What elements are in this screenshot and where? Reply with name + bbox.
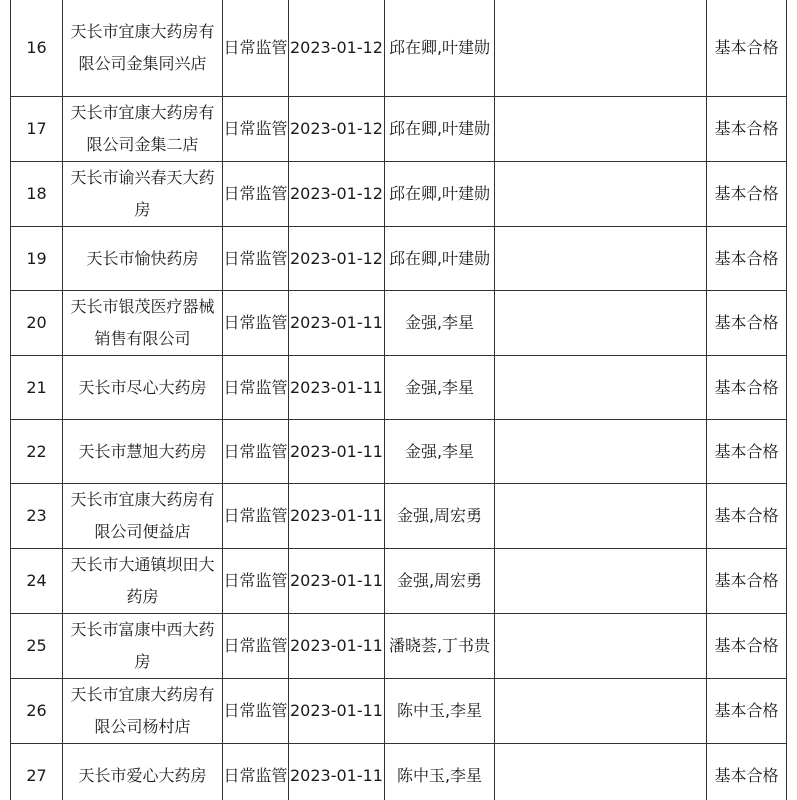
inspection-date: 2023-01-11 (289, 549, 385, 614)
inspection-type: 日常监管 (223, 614, 289, 679)
pharmacy-name: 天长市谕兴春天大药房 (63, 162, 223, 227)
inspectors: 陈中玉,李星 (385, 744, 495, 800)
notes-cell (495, 291, 707, 356)
row-number: 24 (11, 549, 63, 614)
inspectors: 金强,李星 (385, 356, 495, 420)
notes-cell (495, 420, 707, 484)
table-row (11, 227, 787, 291)
inspection-type: 日常监管 (223, 97, 289, 162)
notes-cell (495, 614, 707, 679)
inspection-type: 日常监管 (223, 679, 289, 744)
pharmacy-name: 天长市宜康大药房有限公司金集同兴店 (63, 0, 223, 97)
row-number: 25 (11, 614, 63, 679)
inspection-table (10, 0, 787, 800)
row-number: 20 (11, 291, 63, 356)
inspection-type: 日常监管 (223, 420, 289, 484)
table-row (11, 679, 787, 744)
inspectors: 金强,周宏勇 (385, 484, 495, 549)
pharmacy-name: 天长市银茂医疗器械销售有限公司 (63, 291, 223, 356)
inspectors: 邱在卿,叶建勋 (385, 97, 495, 162)
inspectors: 潘晓荟,丁书贵 (385, 614, 495, 679)
table-row (11, 549, 787, 614)
pharmacy-name: 天长市爱心大药房 (63, 744, 223, 800)
inspection-result: 基本合格 (707, 227, 787, 291)
table-row (11, 420, 787, 484)
table-row (11, 162, 787, 227)
inspection-type: 日常监管 (223, 549, 289, 614)
inspection-result: 基本合格 (707, 0, 787, 97)
inspection-table-body (11, 0, 787, 800)
notes-cell (495, 744, 707, 800)
inspection-date: 2023-01-11 (289, 614, 385, 679)
inspection-date: 2023-01-11 (289, 679, 385, 744)
inspection-type: 日常监管 (223, 484, 289, 549)
row-number: 23 (11, 484, 63, 549)
table-row (11, 0, 787, 97)
inspection-date: 2023-01-12 (289, 227, 385, 291)
inspectors: 邱在卿,叶建勋 (385, 162, 495, 227)
inspectors: 金强,李星 (385, 291, 495, 356)
notes-cell (495, 162, 707, 227)
inspection-date: 2023-01-12 (289, 0, 385, 97)
table-row (11, 484, 787, 549)
inspection-result: 基本合格 (707, 162, 787, 227)
table-row (11, 291, 787, 356)
notes-cell (495, 356, 707, 420)
row-number: 27 (11, 744, 63, 800)
inspection-type: 日常监管 (223, 0, 289, 97)
notes-cell (495, 679, 707, 744)
inspection-date: 2023-01-11 (289, 291, 385, 356)
inspectors: 金强,李星 (385, 420, 495, 484)
inspection-result: 基本合格 (707, 614, 787, 679)
pharmacy-name: 天长市宜康大药房有限公司便益店 (63, 484, 223, 549)
inspection-date: 2023-01-11 (289, 356, 385, 420)
row-number: 18 (11, 162, 63, 227)
inspection-type: 日常监管 (223, 162, 289, 227)
notes-cell (495, 484, 707, 549)
notes-cell (495, 549, 707, 614)
table-row (11, 356, 787, 420)
inspection-date: 2023-01-12 (289, 162, 385, 227)
inspection-result: 基本合格 (707, 744, 787, 800)
row-number: 16 (11, 0, 63, 97)
row-number: 22 (11, 420, 63, 484)
notes-cell (495, 227, 707, 291)
inspection-result: 基本合格 (707, 356, 787, 420)
table-row (11, 614, 787, 679)
table-row (11, 97, 787, 162)
inspection-result: 基本合格 (707, 291, 787, 356)
inspectors: 邱在卿,叶建勋 (385, 0, 495, 97)
inspectors: 陈中玉,李星 (385, 679, 495, 744)
pharmacy-name: 天长市大通镇坝田大药房 (63, 549, 223, 614)
pharmacy-name: 天长市尽心大药房 (63, 356, 223, 420)
inspection-type: 日常监管 (223, 291, 289, 356)
inspection-result: 基本合格 (707, 484, 787, 549)
pharmacy-name: 天长市宜康大药房有限公司杨村店 (63, 679, 223, 744)
table-row (11, 744, 787, 800)
inspection-type: 日常监管 (223, 744, 289, 800)
inspectors: 邱在卿,叶建勋 (385, 227, 495, 291)
inspection-result: 基本合格 (707, 549, 787, 614)
inspection-type: 日常监管 (223, 356, 289, 420)
row-number: 17 (11, 97, 63, 162)
inspection-type: 日常监管 (223, 227, 289, 291)
row-number: 19 (11, 227, 63, 291)
inspectors: 金强,周宏勇 (385, 549, 495, 614)
notes-cell (495, 0, 707, 97)
inspection-result: 基本合格 (707, 97, 787, 162)
pharmacy-name: 天长市愉快药房 (63, 227, 223, 291)
notes-cell (495, 97, 707, 162)
pharmacy-name: 天长市富康中西大药房 (63, 614, 223, 679)
inspection-result: 基本合格 (707, 420, 787, 484)
inspection-date: 2023-01-11 (289, 744, 385, 800)
inspection-date: 2023-01-11 (289, 484, 385, 549)
inspection-date: 2023-01-12 (289, 97, 385, 162)
inspection-result: 基本合格 (707, 679, 787, 744)
row-number: 26 (11, 679, 63, 744)
pharmacy-name: 天长市慧旭大药房 (63, 420, 223, 484)
inspection-date: 2023-01-11 (289, 420, 385, 484)
pharmacy-name: 天长市宜康大药房有限公司金集二店 (63, 97, 223, 162)
row-number: 21 (11, 356, 63, 420)
